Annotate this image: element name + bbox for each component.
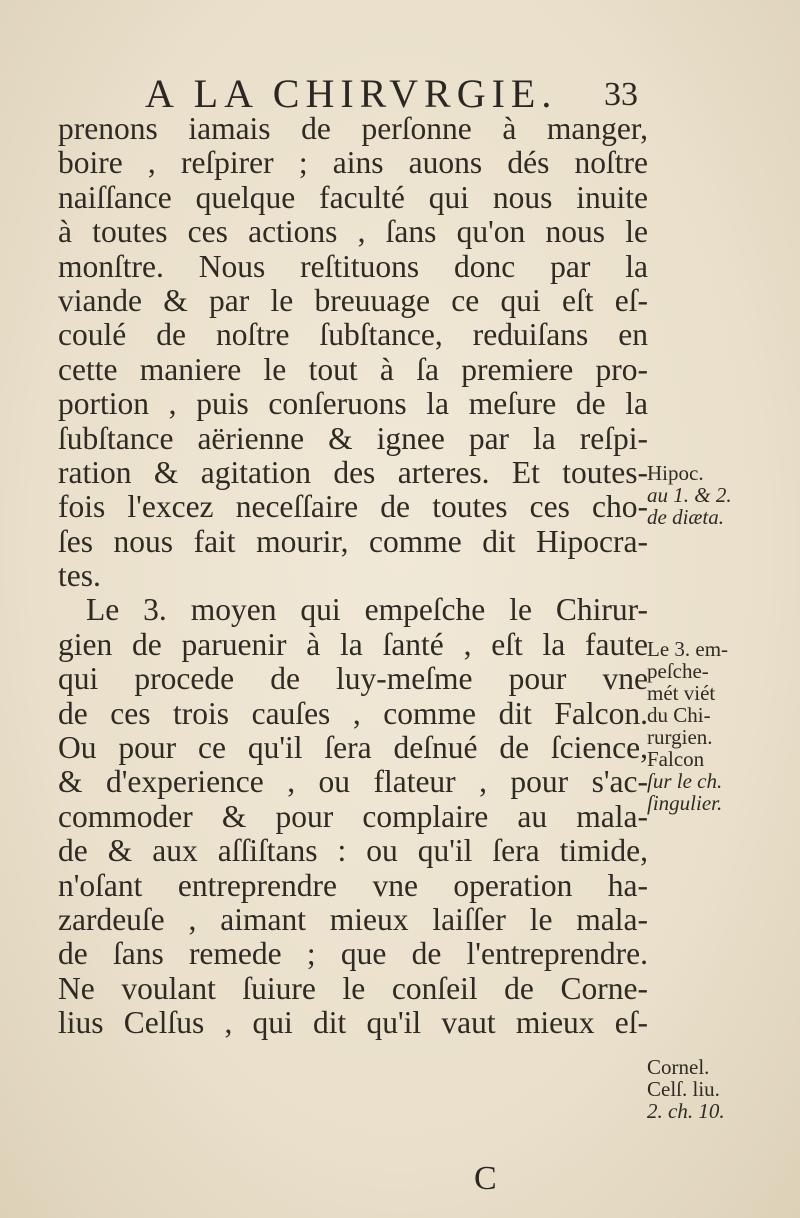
text-line: cette maniere le tout à ſa premiere pro- — [58, 351, 648, 387]
running-title: A LA CHIRVRGIE. — [145, 71, 558, 116]
margin-note-line: au 1. & 2. — [647, 483, 732, 507]
text-line: Ou pour ce qu'il ſera deſnué de ſcience, — [58, 730, 648, 766]
text-line: portion , puis conſeruons la meſure de la — [58, 386, 648, 422]
margin-note-line: du Chi- — [647, 703, 711, 727]
text-line: lius Celſus , qui dit qu'il vaut mieux eſ- — [58, 1005, 648, 1041]
text-line: fois l'excez neceſſaire de toutes ces cho- — [58, 489, 648, 525]
margin-note-line: Le 3. em- — [647, 637, 729, 661]
text-line: de & aux aſſiſtans : ou qu'il ſera timide, — [58, 833, 648, 869]
text-line: ſes nous fait mourir, comme dit Hipocra- — [58, 523, 648, 559]
signature-mark: C — [474, 1160, 497, 1197]
text-line: Ne voulant ſuiure le conſeil de Corne- — [58, 970, 648, 1006]
margin-note-line: ſingulier. — [647, 791, 723, 815]
text-line: ſubſtance aërienne & ignee par la reſpi- — [58, 420, 648, 456]
margin-note-line: de diæta. — [647, 505, 724, 529]
margin-note-line: peſche- — [647, 659, 709, 683]
text-line: coulé de noſtre ſubſtance, reduiſans en — [58, 317, 648, 353]
margin-note-line: mét viét — [647, 681, 716, 705]
text-line: à toutes ces actions , ſans qu'on nous le — [58, 214, 648, 250]
text-line: commoder & pour complaire au mala- — [58, 798, 648, 834]
margin-note-line: Celſ. liu. — [647, 1077, 720, 1101]
margin-note-line: 2. ch. 10. — [647, 1099, 725, 1123]
text-line: tes. — [58, 558, 101, 594]
text-line: prenons iamais de perſonne à manger, — [58, 111, 648, 146]
text-line: naiſſance quelque faculté qui nous inuite — [58, 179, 648, 215]
text-line: de ſans remede ; que de l'entreprendre. — [58, 936, 648, 972]
text-line: ration & agitation des arteres. Et toutes- — [58, 454, 648, 490]
margin-note-line: Falcon — [647, 747, 705, 771]
margin-note-third-means — [647, 638, 797, 814]
text-line: n'oſant entreprendre vne operation ha- — [58, 867, 648, 903]
text-line: Le 3. moyen qui empeſche le Chirur- — [86, 592, 648, 628]
page-number: 33 — [604, 76, 638, 113]
margin-note-line: rurgien. — [647, 725, 713, 749]
text-line: qui procede de luy-meſme pour vne — [58, 661, 648, 697]
text-line: zardeuſe , aimant mieux laiſſer le mala- — [58, 901, 648, 937]
text-line: de ces trois cauſes , comme dit Falcon. — [58, 695, 648, 731]
text-line: monſtre. Nous reſtituons donc par la — [58, 248, 648, 284]
text-line: boire , reſpirer ; ains auons dés noſtre — [58, 145, 648, 181]
text-line: viande & par le breuuage ce qui eſt eſ- — [58, 282, 648, 318]
margin-note-line: Cornel. — [647, 1055, 710, 1079]
margin-note-hipocrates — [647, 462, 797, 528]
margin-note-cornelius — [647, 1056, 797, 1122]
text-line: & d'experience , ou flateur , pour s'ac- — [58, 764, 648, 800]
margin-note-line: ſur le ch. — [647, 769, 723, 793]
margin-note-line: Hipoc. — [647, 461, 704, 485]
text-line: gien de paruenir à la ſanté , eſt la faute — [58, 626, 648, 662]
